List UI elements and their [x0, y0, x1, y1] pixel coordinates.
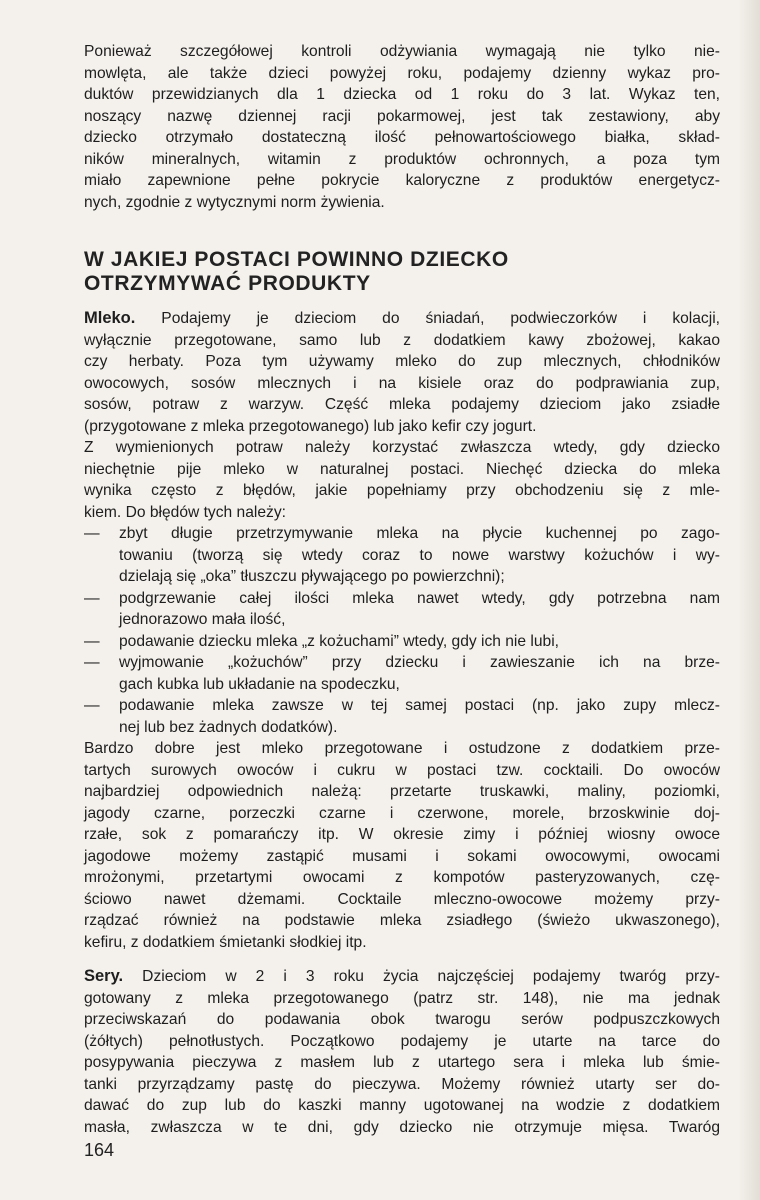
text-line: mowlęta, ale także dzieci powyżej roku, podajemy dzienny wykaz pro-	[84, 64, 720, 82]
text-line: jednorazowo mała ilość,	[119, 611, 286, 628]
text-line: (żółtych) pełnotłustych. Początkowo podajemy je utarte na tarce do	[84, 1032, 720, 1050]
text-line: tartych surowych owoców i cukru w postaci tzw. cocktaili. Do owoców	[84, 761, 720, 779]
text-line: podgrzewanie całej ilości mleka nawet wtedy, gdy potrzebna nam	[119, 589, 720, 607]
text-line: jagodowe możemy zastąpić musami i sokami owocowymi, owocami	[84, 847, 720, 865]
text-line	[84, 966, 720, 988]
text-line: podawanie dziecku mleka „z kożuchami” wtedy, gdy ich nie lubi,	[119, 632, 560, 650]
text-line: niechętnie pije mleko w naturalnej postaci. Niechęć dziecka do mleka	[84, 460, 720, 478]
dash-bullet: —	[84, 654, 100, 671]
list-item	[84, 631, 720, 653]
cheese-section	[84, 966, 720, 1138]
list-item	[84, 652, 720, 695]
text-line: ników mineralnych, witamin z produktów ochronnych, a poza tym	[84, 150, 720, 168]
text-line: kefiru, z dodatkiem śmietanki słodkiej itp.	[84, 933, 367, 951]
text-line: kiem. Do błędów tych należy:	[84, 503, 286, 521]
text-line: sosów, potraw z warzyw. Część mleka podajemy dzieciom jako zsiadłe	[84, 396, 720, 413]
text-line	[84, 308, 720, 330]
text-line: wyjmowanie „kożuchów” przy dziecku i zawieszanie ich na brze-	[119, 654, 720, 671]
text-line: dzielają się „oka” tłuszczu pływającego po powierzchni);	[119, 568, 505, 585]
cheese-run-in-heading: Sery.	[84, 967, 124, 985]
section-heading	[84, 248, 720, 296]
text-line: najbardziej odpowiednich należą: przetarte truskawki, maliny, poziomki,	[84, 783, 720, 800]
text-line: Ponieważ szczegółowej kontroli odżywiania wymagają nie tylko nie-	[84, 43, 720, 60]
text-fragment: Podajemy je dzieciom do śniadań, podwieczorków i kolacji,	[135, 310, 720, 327]
text-line: ściowo nawet dżemami. Cocktaile mleczno-owocowe możemy przy-	[84, 890, 720, 908]
list-item	[84, 695, 720, 738]
text-fragment: Dzieciom w 2 i 3 roku życia najczęściej podajemy twaróg przy-	[123, 968, 720, 985]
text-line: noszący nazwę dziennej racji pokarmowej, jest tak zestawiony, aby	[84, 107, 720, 125]
text-line: tanki przyrządzamy pastę do pieczywa. Możemy również utarty ser do-	[84, 1075, 720, 1093]
text-line: nej lub bez żadnych dodatków).	[119, 718, 338, 736]
text-line: Bardzo dobre jest mleko przegotowane i ostudzone z dodatkiem prze-	[84, 740, 720, 757]
text-line: gach kubka lub układanie na spodeczku,	[119, 675, 400, 693]
text-line: posypywania pieczywa z masłem lub z utartego sera i mleka lub śmie-	[84, 1054, 720, 1071]
dash-bullet: —	[84, 697, 100, 714]
dash-bullet: —	[84, 632, 100, 650]
text-line: (przygotowane z mleka przegotowanego) lub jako kefir czy jogurt.	[84, 417, 537, 435]
list-item	[84, 523, 720, 588]
intro-paragraph	[84, 41, 720, 213]
milk-run-in-heading: Mleko.	[84, 309, 136, 327]
text-line: mrożonymi, przetartymi owocami z kompotów pasteryzowanych, czę-	[84, 869, 720, 886]
text-line: dziecko otrzymało dostateczną ilość pełnowartościowego białka, skład-	[84, 129, 720, 146]
dash-bullet: —	[84, 589, 100, 607]
text-line: czy herbaty. Poza tym używamy mleko do zup mlecznych, chłodników	[84, 353, 720, 370]
text-line: Z wymienionych potraw należy korzystać zwłaszcza wtedy, gdy dziecko	[84, 439, 720, 456]
text-line: rzałe, sok z pomarańczy itp. W okresie zimy i później wiosny owoce	[84, 826, 720, 843]
text-line: przeciwskazań do podawania obok twarogu serów podpuszczkowych	[84, 1011, 720, 1028]
list-item	[84, 588, 720, 631]
text-line: podawanie mleka zawsze w tej samej postaci (np. jako zupy mlecz-	[119, 697, 720, 714]
heading-line: W JAKIEJ POSTACI POWINNO DZIECKO	[84, 248, 509, 271]
page-number: 164	[84, 1140, 115, 1160]
text-line: owocowych, sosów mlecznych i na kisiele oraz do podprawiania zup,	[84, 374, 720, 392]
heading-line: OTRZYMYWAĆ PRODUKTY	[84, 272, 371, 295]
text-line: jagody czarne, porzeczki czarne i czerwone, morele, brzoskwinie doj-	[84, 804, 720, 822]
text-line: wyłącznie przegotowane, samo lub z dodatkiem kawy zbożowej, kakao	[84, 331, 720, 349]
text-line: dawać do zup lub do kaszki manny ugotowanej na wodzie z dodatkiem	[84, 1097, 720, 1114]
text-line: zbyt długie przetrzymywanie mleka na płycie kuchennej po zago-	[119, 525, 720, 542]
text-line: gotowany z mleka przegotowanego (patrz str. 148), nie ma jednak	[84, 989, 720, 1007]
text-line: masła, zwłaszcza w te dni, gdy dziecko nie otrzymuje mięsa. Twaróg	[84, 1118, 720, 1136]
milk-section	[84, 308, 720, 953]
page-edge-shadow	[738, 0, 760, 1200]
dash-bullet: —	[84, 525, 100, 542]
text-line: towaniu (tworzą się wtedy coraz to nowe warstwy kożuchów i wy-	[119, 546, 720, 564]
text-line: wynika często z błędów, jakie popełniamy przy obchodzeniu się z mle-	[84, 482, 720, 499]
text-line: rządzać również na podstawie mleka zsiadłego (świeżo ukwaszonego),	[84, 912, 720, 929]
text-line: duktów przewidzianych dla 1 dziecka od 1 roku do 3 lat. Wykaz ten,	[84, 86, 720, 103]
text-line: miało zapewnione pełne pokrycie kaloryczne z produktów energetycz-	[84, 172, 720, 189]
text-line: nych, zgodnie z wytycznymi norm żywienia.	[84, 193, 385, 211]
